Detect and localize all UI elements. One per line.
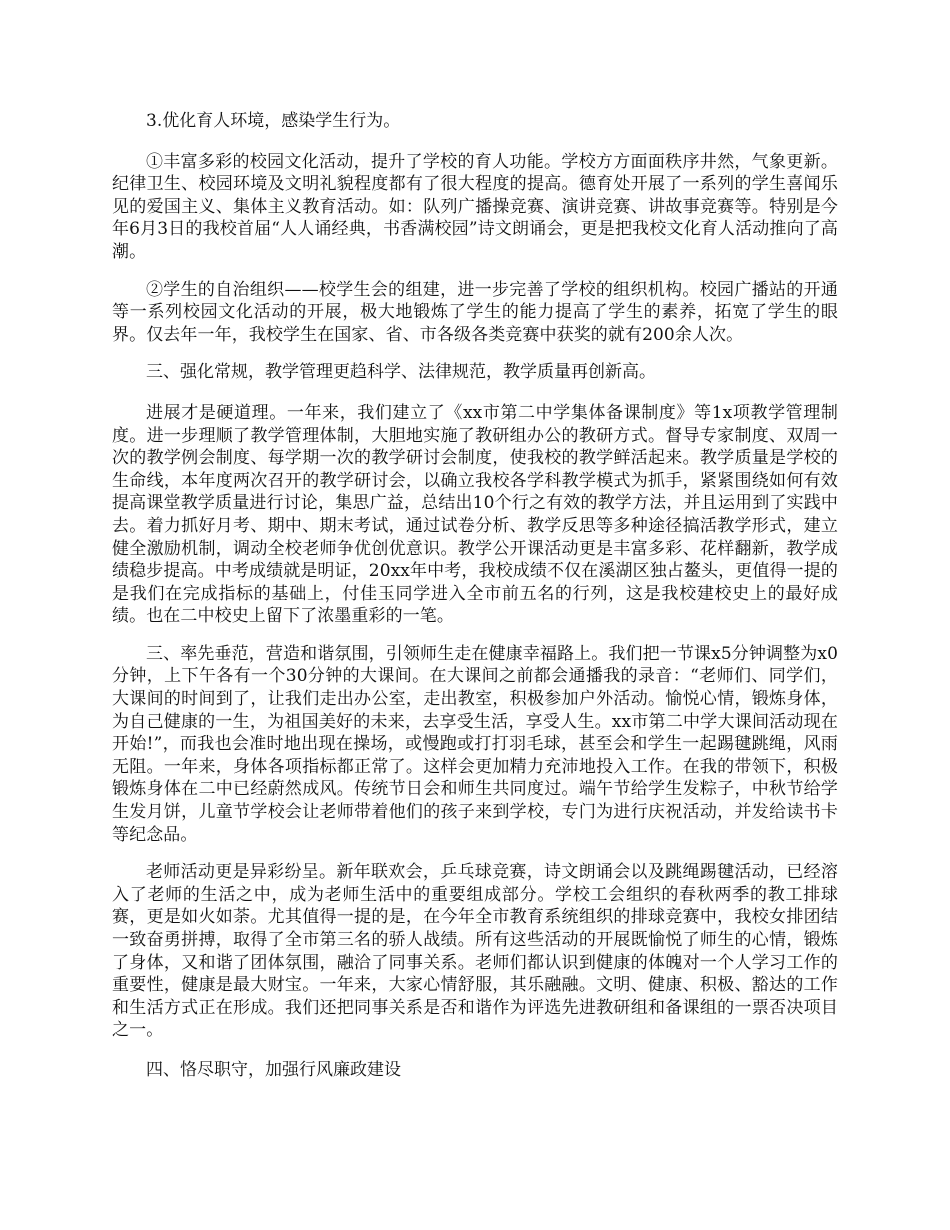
paragraph-student-organization: ②学生的自治组织——校学生会的组建，进一步完善了学校的组织机构。校园广播站的开通等一系列校园文化活动的开展，极大地锻炼了学生的能力提高了学生的素养，拓宽了学生的眼界。仅去年一年，我校学生在国家、省、市各级各类竞赛中获奖的就有200余人次。 [112, 279, 838, 345]
section-heading-teaching-management: 三、强化常规，教学管理更趋科学、法律规范，教学质量再创新高。 [146, 362, 656, 383]
section-heading-optimize-environment: 3.优化育人环境，感染学生行为。 [146, 111, 401, 131]
paragraph-teaching-quality: 进展才是硬道理。一年来，我们建立了《xx市第二中学集体备课制度》等1x项教学管理制度。进一步理顺了教学管理体制，大胆地实施了教研组办公的教研方式。督导专家制度、双周一次的教学例会制度、每学期一次的教学研讨会制度，使我校的教学鲜活起来。教学质量是学校的生命线，本年度两次召开的教学研讨会，以确立我校各学科教学模式为抓手，紧紧围绕如何有效提高课堂教学质量进行讨论，集思广益，总结出10个行之有效的教学方法，并且运用到了实践中去。着力抓好月考、期中、期末考试，通过试卷分析、教学反思等多种途径搞活教学形式，建立健全激励机制，调动全校老师争优创优意识。教学公开课活动更是丰富多彩、花样翻新，教学成绩稳步提高。中考成绩就是明证，20xx年中考，我校成绩不仅在溪湖区独占鳌头，更值得一提的是我们在完成指标的基础上，付佳玉同学进入全市前五名的行列，这是我校建校史上的最好成绩。也在二中校史上留下了浓墨重彩的一笔。 [112, 402, 838, 627]
paragraph-teacher-activities: 老师活动更是异彩纷呈。新年联欢会，乒乓球竞赛，诗文朗诵会以及跳绳踢毽活动，已经溶入了老师的生活之中，成为老师生活中的重要组成部分。学校工会组织的春秋两季的教工排球赛，更是如火如荼。尤其值得一提的是，在今年全市教育系统组织的排球竞赛中，我校女排团结一致奋勇拼搏，取得了全市第三名的骄人战绩。所有这些活动的开展既愉悦了师生的心情，锻炼了身体，又和谐了团体氛围，融洽了同事关系。老师们都认识到健康的体魄对一个人学习工作的重要性，健康是最大财宝。一年来，大家心情舒服，其乐融融。文明、健康、积极、豁达的工作和生活方式正在形成。我们还把同事关系是否和谐作为评选先进教研组和备课组的一票否决项目之一。 [112, 862, 838, 1041]
section-heading-integrity: 四、恪尽职守，加强行风廉政建设 [146, 1059, 401, 1080]
paragraph-campus-culture: ①丰富多彩的校园文化活动，提升了学校的育人功能。学校方方面面秩序井然，气象更新。纪律卫生、校园环境及文明礼貌程度都有了很大程度的提高。德育处开展了一系列的学生喜闻乐见的爱国主义、集体主义教育活动。如：队列广播操竞赛、演讲竞赛、讲故事竞赛等。特别是今年6月3日的我校首届“人人诵经典，书香满校园”诗文朗诵会，更是把我校文化育人活动推向了高潮。 [112, 151, 838, 262]
document-page [112, 110, 838, 1097]
paragraph-healthy-atmosphere: 三、率先垂范，营造和谐氛围，引领师生走在健康幸福路上。我们把一节课x5分钟调整为x0分钟，上下午各有一个30分钟的大课间。在大课间之前都会通播我的录音：“老师们、同学们，大课间的时间到了，让我们走出办公室，走出教室，积极参加户外活动。愉悦心情，锻炼身体，为自己健康的一生，为祖国美好的未来，去享受生活，享受人生。xx市第二中学大课间活动现在开始!”，而我也会准时地出现在操场，或慢跑或打打羽毛球，甚至会和学生一起踢毽跳绳，风雨无阻。一年来，身体各项指标都正常了。这样会更加精力充沛地投入工作。在我的带领下，积极锻炼身体在二中已经蔚然成风。传统节日会和师生共同度过。端午节给学生发粽子，中秋节给学生发月饼，儿童节学校会让老师带着他们的孩子来到学校，专门为进行庆祝活动，并发给读书卡等纪念品。 [112, 643, 838, 845]
